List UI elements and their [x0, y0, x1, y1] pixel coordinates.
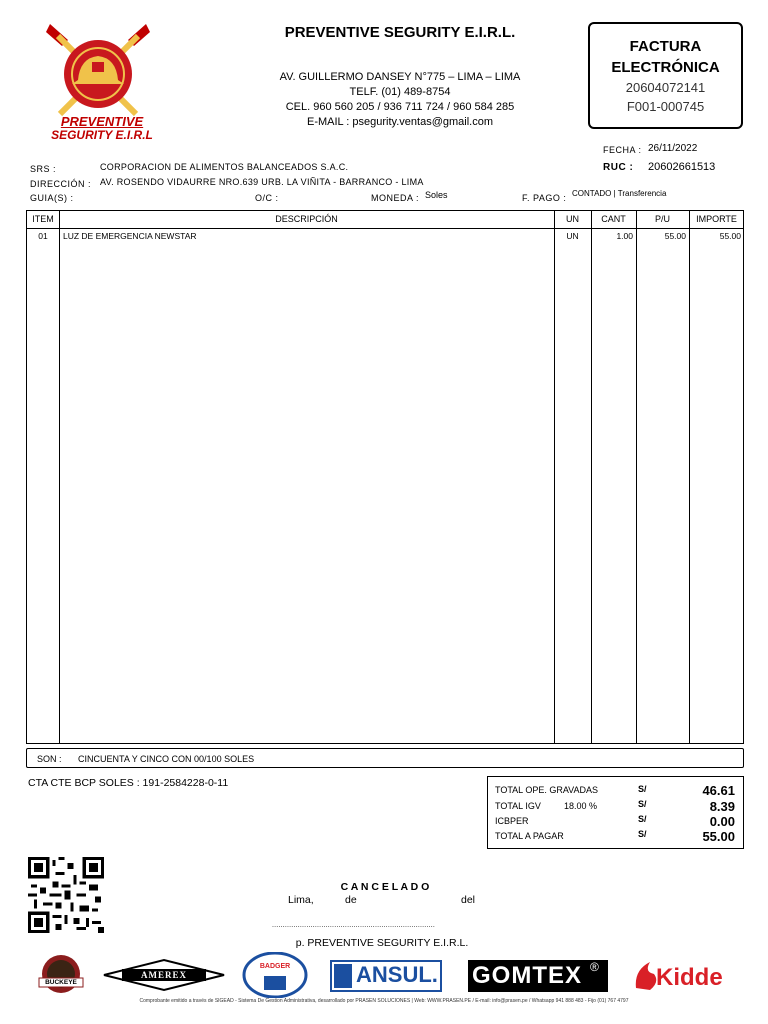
ansul-logo: ANSUL. — [330, 952, 442, 998]
row-un: UN — [566, 231, 579, 241]
buckeye-logo: BUCKEYE — [36, 952, 86, 998]
invoice-box — [588, 22, 743, 129]
footer-note: Comprobante emitido a través de SIGEAD - Sistema De Gestion Administrativa, desarrollado por PRASEN SOLUCIONES | Web: WWW.PRASEN.PE / E-mail: info@prasen.pe / Whatsapp 941 888 483 - Fijo (01) 767 4797 — [139, 998, 629, 1004]
qr-code-icon — [28, 857, 104, 933]
company-email: E-MAIL : psegurity.ventas@gmail.com — [306, 116, 493, 128]
son-text: CINCUENTA Y CINCO CON 00/100 SOLES — [78, 754, 255, 764]
total-gravadas-currency: S/ — [638, 784, 647, 794]
items-table — [26, 210, 744, 744]
son-label: SON : — [37, 754, 62, 764]
total-igv-label: TOTAL IGV — [495, 801, 541, 811]
invoice-title-2: ELECTRÓNICA — [611, 59, 720, 76]
company-phone: TELF. (01) 489-8754 — [349, 86, 451, 98]
icbper-currency: S/ — [638, 814, 647, 824]
row-pu: 55.00 — [664, 231, 686, 241]
icbper-value: 0.00 — [709, 814, 735, 829]
srs-value: CORPORACION DE ALIMENTOS BALANCEADOS S.A.C. — [100, 162, 349, 172]
row-importe: 55.00 — [719, 231, 741, 241]
logo-text-line2: SEGURITY E.I.R.L — [51, 128, 153, 142]
fecha-value: 26/11/2022 — [648, 143, 698, 154]
oc-label: O/C : — [255, 193, 279, 203]
gomtex-logo: GOMTEX ® — [468, 952, 608, 998]
header-importe: IMPORTE — [696, 214, 737, 224]
direccion-value: AV. ROSENDO VIDAURRE NRO.639 URB. LA VIÑITA - BARRANCO - LIMA — [100, 177, 424, 187]
fecha-label: FECHA : — [603, 145, 642, 155]
total-gravadas-label: TOTAL OPE. GRAVADAS — [495, 785, 599, 795]
bank-account: CTA CTE BCP SOLES : 191-2584228-0-11 — [28, 777, 229, 789]
invoice-number: F001-000745 — [626, 99, 705, 114]
header-un: UN — [566, 214, 579, 224]
company-address: AV. GUILLERMO DANSEY N°775 – LIMA – LIMA — [279, 71, 521, 83]
row-cant: 1.00 — [616, 231, 633, 241]
icbper-label: ICBPER — [495, 816, 529, 826]
header-item: ITEM — [32, 214, 54, 224]
badger-logo: BADGER — [242, 952, 308, 998]
total-igv-value: 8.39 — [709, 799, 735, 814]
fpago-label: F. PAGO : — [522, 193, 567, 203]
total-gravadas-value: 46.61 — [702, 783, 735, 798]
total-pagar-currency: S/ — [638, 829, 647, 839]
kidde-logo: Kidde — [632, 952, 728, 998]
moneda-label: MONEDA : — [371, 193, 420, 203]
header-cant: CANT — [601, 214, 626, 224]
ruc-value: 20602661513 — [648, 161, 716, 173]
amerex-logo: AMEREX — [100, 952, 228, 998]
total-pagar-label: TOTAL A PAGAR — [495, 831, 564, 841]
logo-text-line1: PREVENTIVE — [60, 114, 144, 129]
guia-label: GUIA(S) : — [30, 193, 74, 203]
cancelado-del: del — [461, 894, 476, 906]
direccion-label: DIRECCIÓN : — [30, 179, 92, 189]
company-cell: CEL. 960 560 205 / 936 711 724 / 960 584 285 — [285, 101, 515, 113]
fpago-value: CONTADO | Transferencia — [572, 189, 667, 198]
registered-icon: ® — [590, 960, 599, 974]
moneda-value: Soles — [425, 190, 448, 200]
invoice-ruc: 20604072141 — [625, 80, 706, 95]
cancelado-title: C A N C E L A D O — [340, 881, 430, 893]
total-igv-currency: S/ — [638, 799, 647, 809]
company-name: PREVENTIVE SEGURITY E.I.R.L. — [284, 24, 516, 41]
amount-in-words — [26, 748, 744, 768]
header-pu: P/U — [654, 214, 670, 224]
total-pagar-value: 55.00 — [702, 829, 735, 844]
row-item: 01 — [38, 231, 48, 241]
ansul-mark-icon — [334, 964, 352, 988]
ruc-label: RUC : — [603, 162, 634, 173]
totals-box — [487, 776, 744, 849]
srs-label: SRS : — [30, 164, 57, 174]
signature-name: p. PREVENTIVE SEGURITY E.I.R.L. — [295, 937, 469, 949]
signature-line: ............................................................................ — [272, 922, 436, 929]
total-igv-rate: 18.00 % — [564, 801, 598, 811]
row-descripcion: LUZ DE EMERGENCIA NEWSTAR — [63, 231, 197, 241]
cancelado-lima: Lima, — [288, 894, 314, 906]
cancelado-de: de — [345, 894, 357, 906]
header-descripcion: DESCRIPCIÓN — [275, 214, 338, 224]
invoice-title-1: FACTURA — [629, 38, 702, 55]
